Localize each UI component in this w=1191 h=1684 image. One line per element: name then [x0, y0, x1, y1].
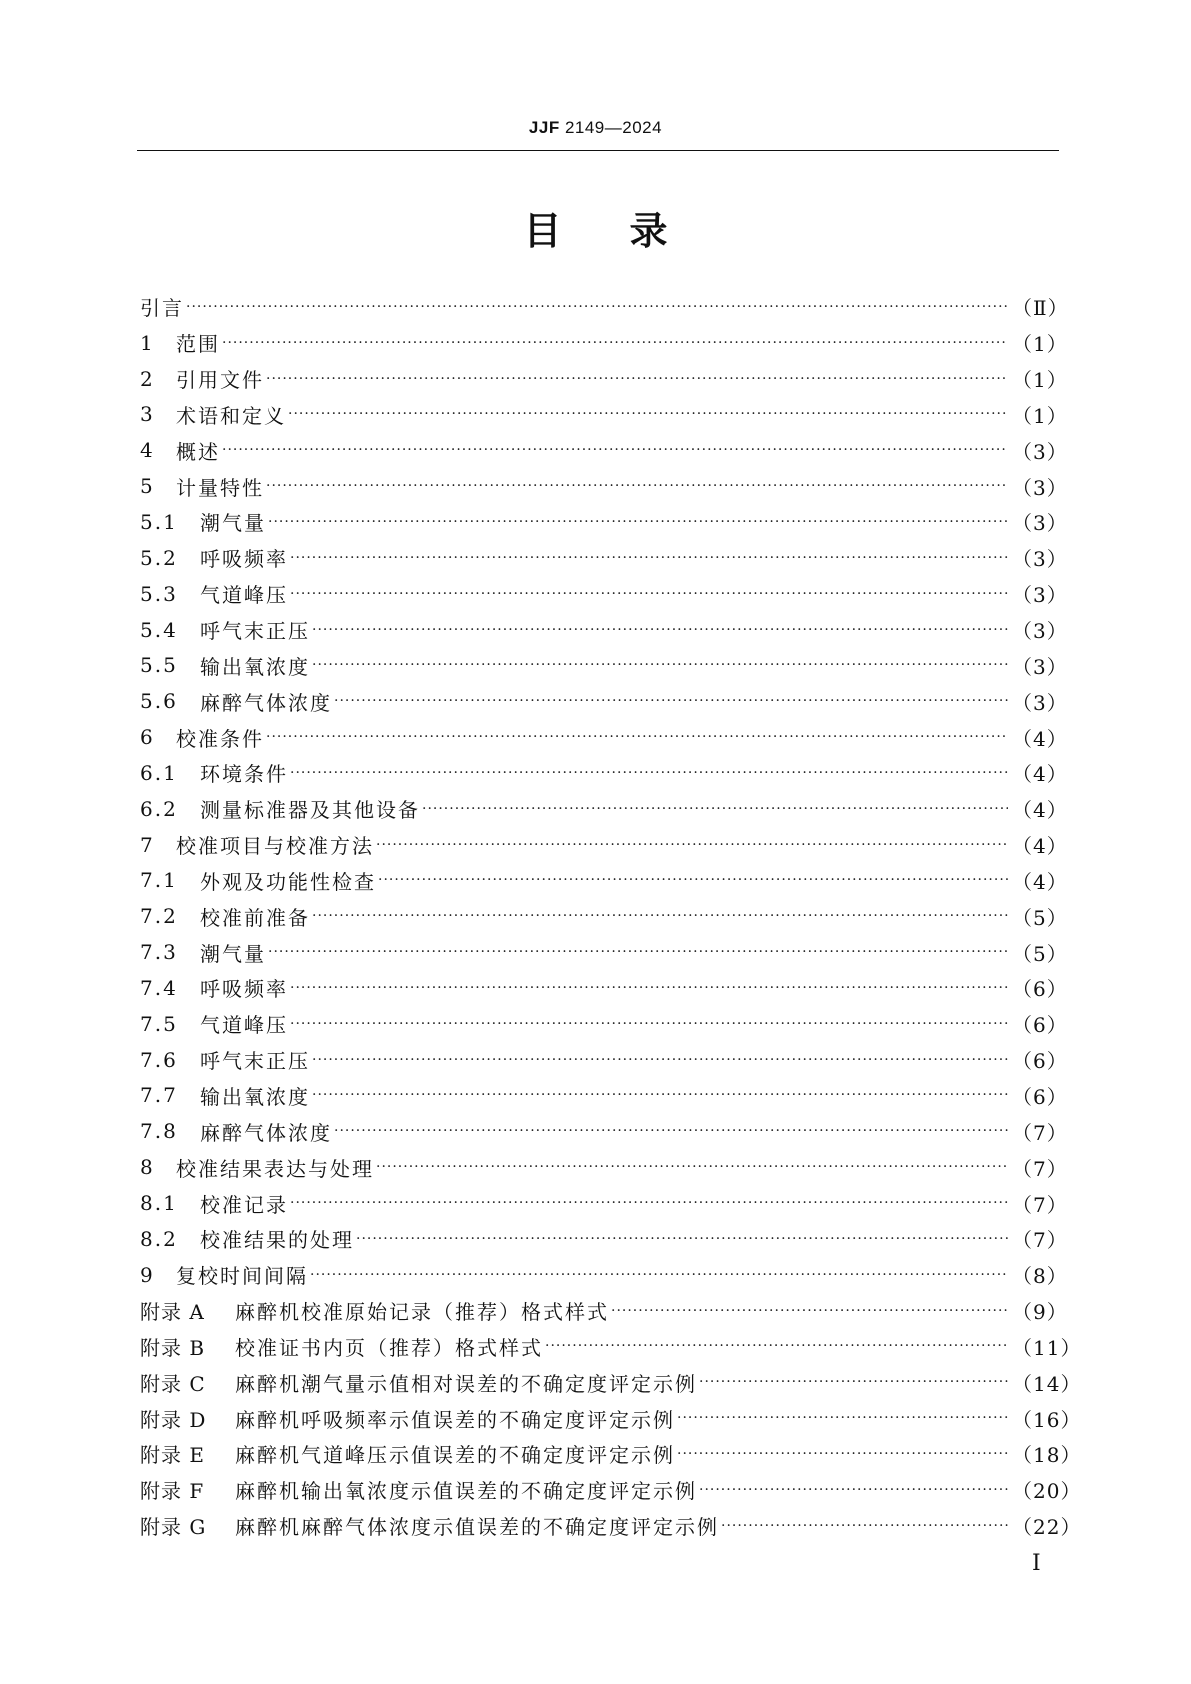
toc-entry-label: 呼吸频率 [200, 547, 288, 572]
toc-entry[interactable] [140, 827, 1068, 863]
toc-entry-label: 潮气量 [200, 941, 266, 966]
toc-entry-label: 潮气量 [200, 511, 266, 536]
toc-leader-dots [334, 691, 1008, 711]
toc-entry-page: （6） [1012, 977, 1068, 1002]
toc-entry-number: 7.3 [140, 940, 178, 965]
toc-entry-label: 校准项目与校准方法 [176, 834, 374, 859]
toc-entry-number: 7.7 [140, 1083, 178, 1108]
toc-entry-page: （3） [1012, 583, 1068, 608]
toc-entry[interactable] [140, 468, 1068, 504]
page-title [0, 200, 1191, 255]
toc-entry-number: 8.2 [140, 1226, 178, 1251]
toc-entry-number: 1 [140, 330, 155, 355]
toc-entry[interactable] [140, 325, 1068, 361]
toc-entry[interactable] [140, 1400, 1082, 1436]
toc-leader-dots [545, 1336, 1008, 1356]
toc-entry-page: （4） [1012, 834, 1068, 859]
toc-entry-page: （16） [1012, 1407, 1082, 1432]
title-char-1: 目 [523, 209, 562, 253]
toc-entry-number: 7.6 [140, 1047, 178, 1072]
toc-entry[interactable] [140, 719, 1068, 755]
toc-entry-number: 6.2 [140, 796, 178, 821]
toc-entry[interactable] [140, 1078, 1068, 1114]
toc-leader-dots [677, 1444, 1008, 1464]
toc-entry-page: （4） [1012, 726, 1068, 751]
toc-entry-page: （3） [1012, 690, 1068, 715]
toc-leader-dots [699, 1372, 1008, 1392]
toc-entry-page: （5） [1012, 941, 1068, 966]
toc-entry-label: 麻醉机气道峰压示值误差的不确定度评定示例 [235, 1443, 675, 1468]
toc-leader-dots [186, 297, 1008, 317]
toc-entry-number: 附录 D [140, 1407, 207, 1432]
toc-entry[interactable] [140, 1436, 1082, 1472]
title-char-2: 录 [629, 209, 668, 253]
toc-entry[interactable] [140, 361, 1068, 397]
toc-entry-page: （18） [1012, 1443, 1082, 1468]
toc-entry-number: 附录 C [140, 1371, 206, 1396]
toc-entry-page: （3） [1012, 439, 1068, 464]
toc-entry-page: （1） [1012, 368, 1068, 393]
toc-entry-page: （11） [1012, 1335, 1082, 1360]
toc-leader-dots [266, 727, 1008, 747]
toc-entry-page: （3） [1012, 619, 1068, 644]
toc-entry-label: 麻醉气体浓度 [200, 690, 332, 715]
toc-entry-label: 呼气末正压 [200, 1049, 310, 1074]
toc-entry-number: 5 [140, 474, 155, 499]
toc-entry-label: 麻醉机校准原始记录（推荐）格式样式 [235, 1300, 609, 1325]
toc-entry-label: 校准结果表达与处理 [176, 1156, 374, 1181]
toc-entry-number: 5.6 [140, 689, 178, 714]
toc-entry[interactable] [140, 1508, 1082, 1544]
toc-entry-number: 6.1 [140, 760, 178, 785]
toc-entry[interactable] [140, 1113, 1068, 1149]
toc-entry-page: （Ⅱ） [1012, 296, 1069, 321]
toc-entry-label: 测量标准器及其他设备 [200, 798, 420, 823]
page-folio: Ⅰ [1032, 1551, 1041, 1576]
toc-entry-number: 2 [140, 366, 155, 391]
toc-leader-dots [422, 799, 1008, 819]
toc-entry[interactable] [140, 934, 1068, 970]
toc-entry-label: 麻醉机输出氧浓度示值误差的不确定度评定示例 [235, 1479, 697, 1504]
toc-entry-label: 校准前准备 [200, 905, 310, 930]
toc-entry-number: 7.4 [140, 975, 178, 1000]
toc-leader-dots [268, 512, 1008, 532]
toc-entry-label: 概述 [176, 439, 220, 464]
toc-entry-page: （7） [1012, 1192, 1068, 1217]
toc-leader-dots [312, 906, 1008, 926]
toc-entry-label: 麻醉机麻醉气体浓度示值误差的不确定度评定示例 [235, 1515, 719, 1540]
toc-leader-dots [310, 1265, 1008, 1285]
toc-entry-label: 术语和定义 [176, 403, 286, 428]
toc-leader-dots [312, 1085, 1008, 1105]
toc-entry-page: （3） [1012, 475, 1068, 500]
toc-entry-number: 附录 A [140, 1300, 205, 1325]
toc-entry-page: （7） [1012, 1156, 1068, 1181]
toc-entry-number: 7.1 [140, 868, 178, 893]
toc-entry-label: 复校时间间隔 [176, 1264, 308, 1289]
toc-entry[interactable] [140, 540, 1068, 576]
toc-entry[interactable] [140, 1328, 1082, 1364]
toc-entry-number: 5.4 [140, 617, 178, 642]
toc-entry[interactable] [140, 863, 1068, 899]
toc-entry-page: （4） [1012, 762, 1068, 787]
toc-entry-number: 7.5 [140, 1011, 178, 1036]
toc-entry-number: 8 [140, 1155, 155, 1180]
toc-leader-dots [290, 548, 1008, 568]
toc-entry-label: 校准证书内页（推荐）格式样式 [235, 1335, 543, 1360]
toc-entry-number: 7 [140, 832, 155, 857]
toc-leader-dots [290, 978, 1008, 998]
toc-entry-page: （4） [1012, 869, 1068, 894]
toc-entry[interactable] [140, 397, 1068, 433]
standard-code-number: 2149—2024 [564, 118, 663, 137]
toc-entry-label: 气道峰压 [200, 583, 288, 608]
toc-entry-page: （20） [1012, 1479, 1082, 1504]
toc-entry-label: 校准结果的处理 [200, 1228, 354, 1253]
toc-entry-number: 5.2 [140, 545, 178, 570]
toc-entry-label: 输出氧浓度 [200, 1084, 310, 1109]
table-of-contents [140, 289, 1082, 1544]
toc-entry-number: 附录 E [140, 1443, 205, 1468]
toc-entry[interactable] [140, 289, 1069, 325]
toc-entry-label: 麻醉机呼吸频率示值误差的不确定度评定示例 [235, 1407, 675, 1432]
toc-leader-dots [266, 476, 1008, 496]
toc-entry-number: 7.2 [140, 904, 178, 929]
toc-leader-dots [290, 1014, 1008, 1034]
toc-leader-dots [222, 333, 1008, 353]
toc-entry-page: （8） [1012, 1264, 1068, 1289]
toc-entry-label: 引用文件 [176, 368, 264, 393]
toc-entry-label: 气道峰压 [200, 1013, 288, 1038]
toc-entry-label: 引言 [140, 296, 184, 321]
toc-entry-number: 7.8 [140, 1119, 178, 1144]
toc-leader-dots [611, 1301, 1008, 1321]
toc-entry-number: 6 [140, 725, 155, 750]
standard-code-prefix: JJF [528, 118, 560, 137]
toc-entry-page: （22） [1012, 1515, 1082, 1540]
toc-leader-dots [376, 1157, 1008, 1177]
toc-entry-page: （1） [1012, 332, 1068, 357]
toc-leader-dots [312, 620, 1008, 640]
toc-entry[interactable] [140, 1257, 1068, 1293]
toc-entry[interactable] [140, 647, 1068, 683]
toc-leader-dots [721, 1516, 1008, 1536]
toc-leader-dots [268, 942, 1008, 962]
toc-entry-page: （7） [1012, 1120, 1068, 1145]
toc-entry-page: （3） [1012, 547, 1068, 572]
toc-entry-number: 5.5 [140, 653, 178, 678]
toc-entry[interactable] [140, 755, 1068, 791]
toc-entry-page: （3） [1012, 511, 1068, 536]
toc-entry[interactable] [140, 683, 1068, 719]
toc-entry[interactable] [140, 1221, 1068, 1257]
toc-leader-dots [312, 655, 1008, 675]
toc-leader-dots [222, 440, 1008, 460]
toc-leader-dots [290, 584, 1008, 604]
toc-entry-page: （7） [1012, 1228, 1068, 1253]
toc-leader-dots [376, 835, 1008, 855]
toc-entry[interactable] [140, 1293, 1068, 1329]
toc-entry-label: 范围 [176, 332, 220, 357]
toc-entry-number: 3 [140, 402, 155, 427]
toc-entry-page: （4） [1012, 798, 1068, 823]
toc-entry-label: 呼吸频率 [200, 977, 288, 1002]
toc-entry-page: （3） [1012, 654, 1068, 679]
toc-leader-dots [312, 1050, 1008, 1070]
toc-entry[interactable] [140, 1472, 1082, 1508]
toc-entry-number: 附录 F [140, 1479, 205, 1504]
toc-leader-dots [290, 1193, 1008, 1213]
toc-leader-dots [677, 1408, 1008, 1428]
toc-leader-dots [699, 1480, 1008, 1500]
toc-entry-number: 4 [140, 438, 155, 463]
toc-leader-dots [266, 369, 1008, 389]
toc-entry-page: （6） [1012, 1084, 1068, 1109]
toc-entry-number: 9 [140, 1262, 155, 1287]
header-rule [137, 150, 1059, 151]
toc-entry[interactable] [140, 1149, 1068, 1185]
toc-entry-label: 计量特性 [176, 475, 264, 500]
toc-entry[interactable] [140, 1364, 1082, 1400]
toc-entry-number: 5.3 [140, 581, 178, 606]
toc-entry-page: （9） [1012, 1300, 1068, 1325]
toc-entry-number: 附录 G [140, 1515, 207, 1540]
toc-leader-dots [288, 404, 1008, 424]
toc-entry[interactable] [140, 791, 1068, 827]
toc-entry-label: 外观及功能性检查 [200, 869, 376, 894]
toc-entry-label: 呼气末正压 [200, 619, 310, 644]
toc-entry-page: （6） [1012, 1013, 1068, 1038]
toc-entry-page: （6） [1012, 1049, 1068, 1074]
toc-leader-dots [290, 763, 1008, 783]
toc-entry-number: 5.1 [140, 509, 178, 534]
toc-entry-label: 麻醉机潮气量示值相对误差的不确定度评定示例 [235, 1371, 697, 1396]
running-header [0, 118, 1191, 138]
toc-entry-number: 8.1 [140, 1191, 178, 1216]
toc-entry-label: 麻醉气体浓度 [200, 1120, 332, 1145]
toc-entry-label: 校准条件 [176, 726, 264, 751]
toc-entry-page: （1） [1012, 403, 1068, 428]
toc-entry-number: 附录 B [140, 1335, 206, 1360]
toc-entry-page: （5） [1012, 905, 1068, 930]
toc-entry[interactable] [140, 898, 1068, 934]
toc-entry[interactable] [140, 504, 1068, 540]
toc-entry[interactable] [140, 1185, 1068, 1221]
toc-entry[interactable] [140, 576, 1068, 612]
toc-entry[interactable] [140, 1042, 1068, 1078]
toc-entry-page: （14） [1012, 1371, 1082, 1396]
toc-entry[interactable] [140, 1006, 1068, 1042]
toc-entry-label: 环境条件 [200, 762, 288, 787]
toc-entry[interactable] [140, 970, 1068, 1006]
toc-leader-dots [356, 1229, 1008, 1249]
toc-entry[interactable] [140, 612, 1068, 648]
toc-entry[interactable] [140, 432, 1068, 468]
toc-leader-dots [378, 870, 1008, 890]
toc-entry-label: 输出氧浓度 [200, 654, 310, 679]
toc-leader-dots [334, 1121, 1008, 1141]
toc-entry-label: 校准记录 [200, 1192, 288, 1217]
